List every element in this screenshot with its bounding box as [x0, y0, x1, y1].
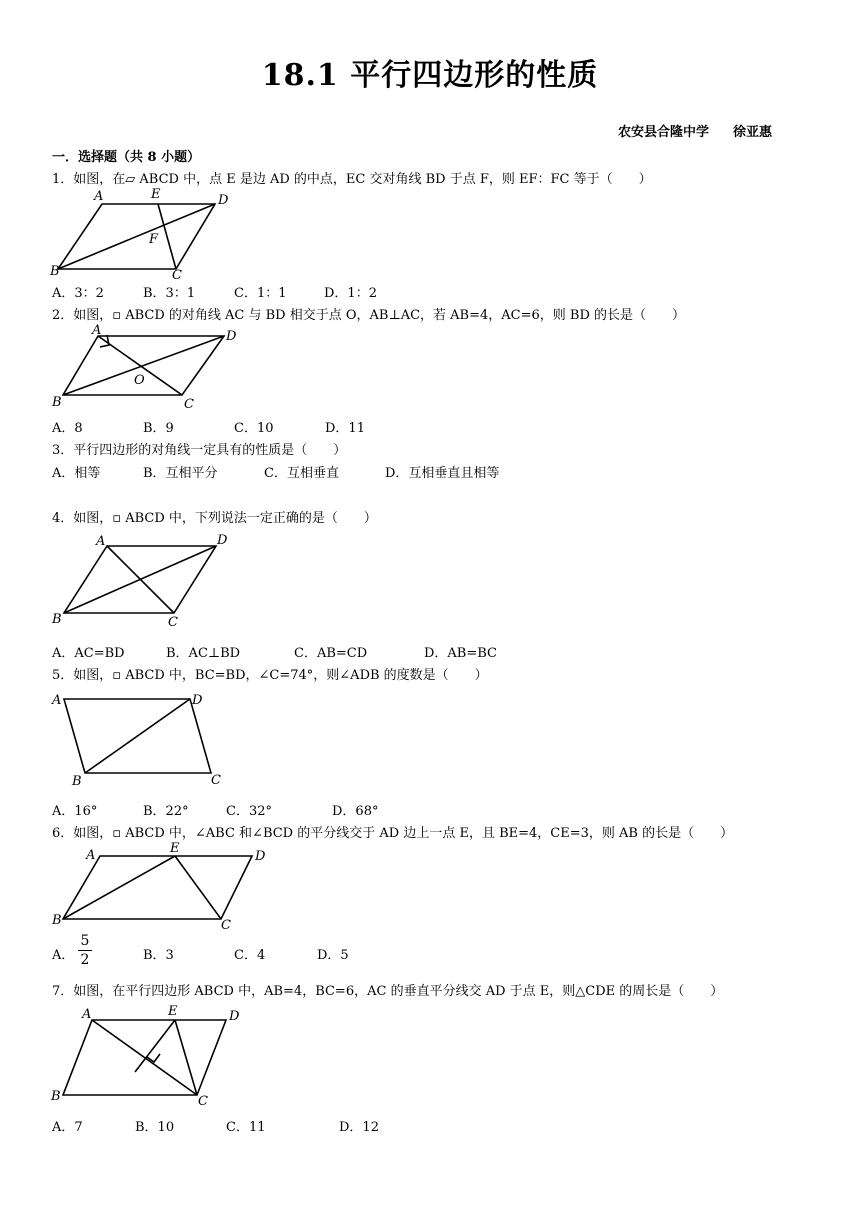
option-d[interactable]: D．互相垂直且相等: [385, 466, 500, 481]
option-d[interactable]: D．5: [317, 948, 349, 963]
option-b[interactable]: B．9: [143, 421, 174, 436]
question-6-figure: [50, 840, 280, 935]
label-D: D: [255, 849, 266, 864]
label-A: A: [52, 693, 62, 708]
page-title: 18.1 平行四边形的性质: [261, 58, 599, 93]
label-B: B: [50, 264, 60, 279]
option-a[interactable]: A．: [52, 948, 75, 963]
fraction-numerator: 5: [80, 933, 90, 949]
label-C: C: [184, 397, 194, 412]
question-7-figure: [50, 1002, 260, 1112]
option-a[interactable]: A．8: [52, 421, 83, 436]
question-1-text: 1．如图，在▱ ABCD 中，点 E 是边 AD 的中点，EC 交对角线 BD 于点 F，则 EF：FC 等于（ ）: [52, 172, 652, 187]
label-E: E: [170, 841, 180, 856]
label-C: C: [221, 918, 231, 933]
question-2-text: 2．如图，▫ ABCD 的对角线 AC 与 BD 相交于点 O，AB⊥AC，若 AB=4，AC=6，则 BD 的长是（ ）: [52, 308, 686, 323]
option-c[interactable]: C．32°: [226, 804, 272, 819]
author-line: [594, 121, 772, 140]
option-c[interactable]: C．10: [234, 421, 274, 436]
question-5-text: 5．如图，▫ ABCD 中，BC=BD，∠C=74°，则∠ADB 的度数是（ ）: [52, 668, 488, 683]
label-F: F: [149, 232, 159, 247]
question-2-figure: [50, 322, 250, 412]
author-name: 徐亚惠: [732, 125, 772, 140]
option-c[interactable]: C．11: [226, 1120, 266, 1135]
label-B: B: [72, 774, 82, 789]
label-C: C: [168, 615, 178, 630]
option-d[interactable]: D．68°: [332, 804, 379, 819]
label-C: C: [172, 268, 182, 283]
option-d[interactable]: D．AB=BC: [424, 646, 497, 661]
label-B: B: [51, 1089, 61, 1104]
label-E: E: [151, 187, 161, 202]
question-7-text: 7．如图，在平行四边形 ABCD 中，AB=4，BC=6，AC 的垂直平分线交 AD 于点 E，则△CDE 的周长是（ ）: [52, 984, 724, 999]
option-a[interactable]: A．16°: [52, 804, 98, 819]
option-b[interactable]: B．3：1: [143, 286, 196, 301]
option-d[interactable]: D．1：2: [324, 286, 377, 301]
label-A: A: [94, 189, 104, 204]
option-b[interactable]: B．22°: [143, 804, 189, 819]
label-D: D: [226, 329, 237, 344]
option-c[interactable]: C．AB=CD: [294, 646, 368, 661]
question-4-figure: [50, 530, 250, 630]
option-a[interactable]: A．3：2: [52, 286, 104, 301]
label-A: A: [92, 323, 102, 338]
option-c[interactable]: C．1：1: [234, 286, 287, 301]
fraction-denominator: 2: [80, 952, 90, 968]
label-B: B: [52, 612, 62, 627]
option-a[interactable]: A．相等: [52, 466, 101, 481]
option-b[interactable]: B．AC⊥BD: [166, 646, 241, 661]
question-1-figure: [50, 185, 240, 283]
label-E: E: [168, 1004, 178, 1019]
label-B: B: [52, 913, 62, 928]
label-D: D: [218, 193, 229, 208]
label-C: C: [211, 773, 221, 788]
question-5-figure: [50, 690, 240, 790]
question-6-text: 6．如图，▫ ABCD 中，∠ABC 和∠BCD 的平分线交于 AD 边上一点 E，且 BE=4，CE=3，则 AB 的长是（ ）: [52, 826, 734, 841]
option-d[interactable]: D．12: [339, 1120, 379, 1135]
author-school: 农安县合隆中学: [617, 125, 709, 140]
label-O: O: [134, 373, 145, 388]
option-a-fraction: [78, 933, 92, 968]
label-B: B: [52, 395, 62, 410]
label-A: A: [96, 534, 106, 549]
option-a[interactable]: A．7: [52, 1120, 83, 1135]
question-3-text: 3．平行四边形的对角线一定具有的性质是（ ）: [52, 443, 347, 458]
label-A: A: [86, 848, 96, 863]
label-D: D: [217, 533, 228, 548]
label-D: D: [192, 693, 203, 708]
option-b[interactable]: B．互相平分: [143, 466, 218, 481]
option-d[interactable]: D．11: [325, 421, 365, 436]
option-a[interactable]: A．AC=BD: [52, 646, 125, 661]
option-b[interactable]: B．10: [135, 1120, 175, 1135]
label-D: D: [229, 1009, 240, 1024]
question-4-text: 4．如图，▫ ABCD 中，下列说法一定正确的是（ ）: [52, 511, 377, 526]
label-A: A: [82, 1007, 92, 1022]
section-heading: 一．选择题（共 8 小题）: [52, 150, 201, 165]
option-c[interactable]: C．4: [234, 948, 266, 963]
label-C: C: [198, 1094, 208, 1109]
option-c[interactable]: C．互相垂直: [264, 466, 339, 481]
option-b[interactable]: B．3: [143, 948, 174, 963]
